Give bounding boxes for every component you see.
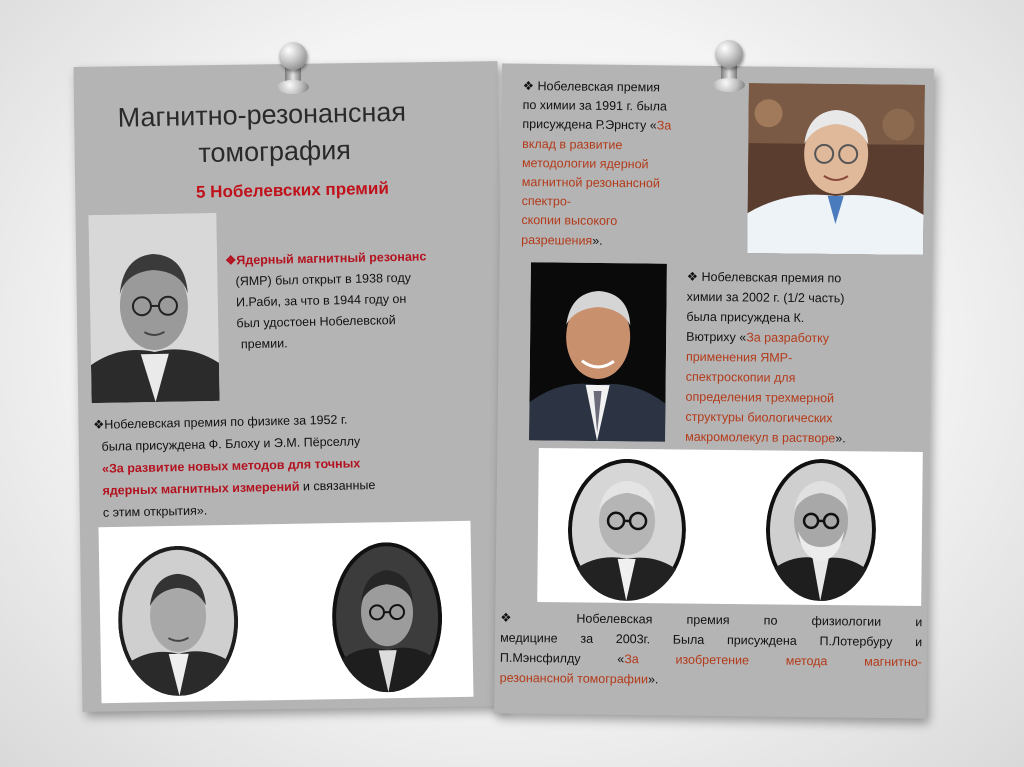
bloch-purcell-text: ❖Нобелевская премия по физике за 1952 г. была присуждена Ф. Блоху и Э.М. Пёрселлу «За развитие новых методов для точных ядерных магнитных измерений и связанные с этим открытия».: [92, 412, 376, 520]
bullet-icon: ❖: [686, 269, 699, 284]
portrait-lauterbur: [567, 458, 686, 601]
lauterbur-mansfield-photos: [537, 448, 923, 606]
wuthrich-text: ❖ Нобелевская премия по химии за 2002 г. (1/2 часть) была присуждена К. Вютриху «За разработку применения ЯМР- спектроскопии для определения трехмерной структуры биологических макромолекул в растворе».: [685, 269, 846, 446]
bullet-icon: ❖: [92, 417, 105, 432]
lauterbur-mansfield-text: ❖ Нобелевская премия по физиологии и медицине за 2003г. Была присуждена П.Лотербуру и П.Мэнсфилду «За изобретение метода магнитно- резонансной томографии».: [499, 610, 923, 687]
bloch-purcell-photos: [98, 521, 473, 703]
ernst-text: ❖ Нобелевская премия по химии за 1991 г. была присуждена Р.Эрнсту «За вклад в развитие методологии ядерной магнитной резонансной спектро- скопии высокого разрешения».: [521, 78, 672, 248]
portrait-wuthrich: [529, 262, 667, 441]
portrait-rabi: [88, 213, 219, 403]
portrait-bloch: [117, 545, 240, 697]
pushpin-icon: [276, 42, 310, 96]
portrait-ernst: [747, 83, 925, 255]
bullet-icon: ❖: [224, 253, 237, 268]
page-title: Магнитно-резонансная томография: [117, 96, 407, 169]
bullet-icon: ❖: [500, 610, 543, 626]
bullet-icon: ❖: [522, 78, 535, 94]
rabi-text: ❖Ядерный магнитный резонанс (ЯМР) был открыт в 1938 году И.Раби, за что в 1944 году он был удостоен Нобелевской премии.: [224, 249, 427, 352]
portrait-purcell: [331, 541, 444, 693]
portrait-mansfield: [765, 458, 876, 601]
page-subtitle: 5 Нобелевских премий: [195, 178, 389, 202]
